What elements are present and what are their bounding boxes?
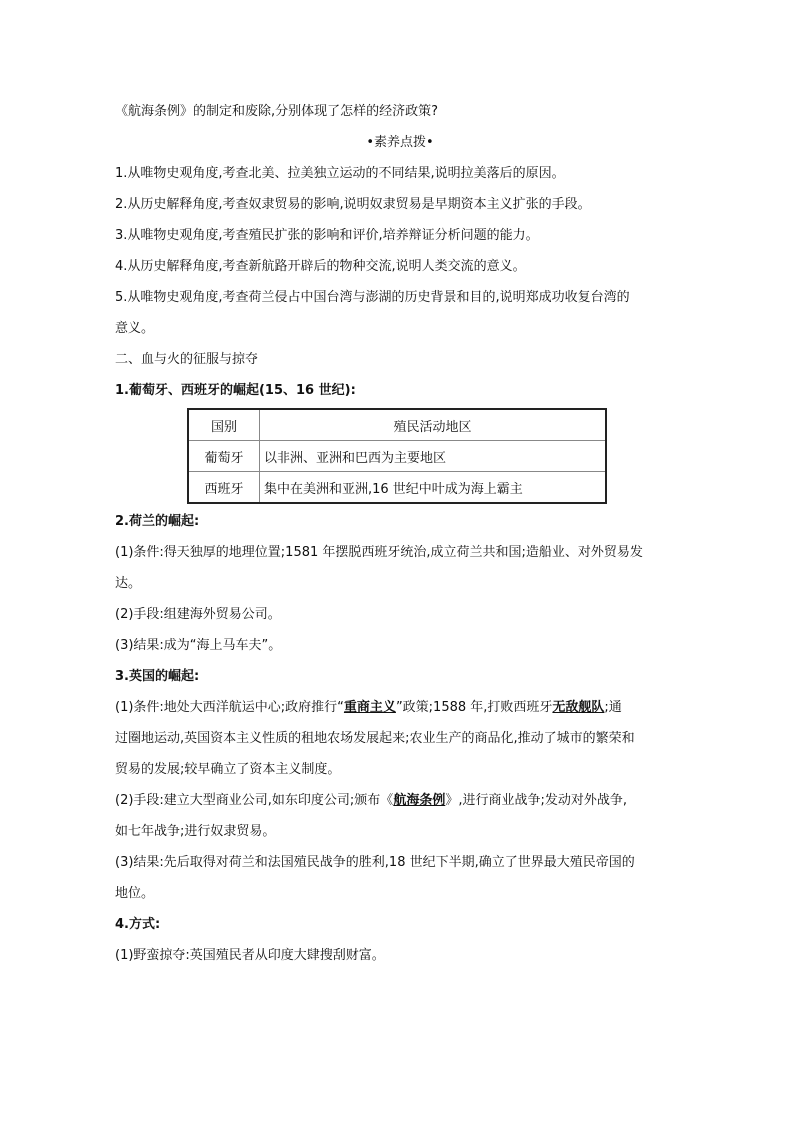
point-5-cont: 意义。 [115,321,155,336]
table-cell-country: 葡萄牙 [188,441,260,472]
s3-means [115,785,685,816]
point-3: 3.从唯物史观角度,考查殖民扩张的影响和评价,培养辩证分析问题的能力。 [115,228,539,243]
s3-condition-cont: 过圈地运动,英国资本主义性质的租地农场发展起来;农业生产的商品化,推动了城市的繁荣和 [115,731,635,746]
table-cell-region: 以非洲、亚洲和巴西为主要地区 [260,441,607,472]
point-2: 2.从历史解释角度,考查奴隶贸易的影响,说明奴隶贸易是早期资本主义扩张的手段。 [115,197,591,212]
s2-condition: (1)条件:得天独厚的地理位置;1581 年摆脱西班牙统治,成立荷兰共和国;造船业、对外贸易发 [115,545,643,560]
table-header-region: 殖民活动地区 [260,409,607,441]
table-header-row [188,409,606,441]
s2-result: (3)结果:成为“海上马车夫”。 [115,638,282,653]
s3-means-cont: 如七年战争;进行奴隶贸易。 [115,824,276,839]
s3-means-text: 》,进行商业战争;发动对外战争, [445,793,627,808]
s3-condition-text: (1)条件:地处大西洋航运中心;政府推行“ [115,700,344,715]
point-4: 4.从历史解释角度,考查新航路开辟后的物种交流,说明人类交流的意义。 [115,259,526,274]
s3-condition-cont: 贸易的发展;较早确立了资本主义制度。 [115,762,341,777]
keyword-armada: 无敌舰队 [552,700,605,715]
point-5: 5.从唯物史观角度,考查荷兰侵占中国台湾与澎湖的历史背景和目的,说明郑成功收复台湾的 [115,290,630,305]
s4-item-1: (1)野蛮掠夺:英国殖民者从印度大肆搜刮财富。 [115,948,385,963]
s3-condition-text: ;通 [604,700,622,715]
table-row [188,441,606,472]
intro-question: 《航海条例》的制定和废除,分别体现了怎样的经济政策? [115,104,439,119]
s3-title: 3.英国的崛起: [115,669,200,684]
part2-title: 二、血与火的征服与掠夺 [115,352,259,367]
table-row [188,472,606,504]
s4-title: 4.方式: [115,917,161,932]
s2-means: (2)手段:组建海外贸易公司。 [115,607,281,622]
s3-result-cont: 地位。 [115,886,155,901]
s3-means-text: (2)手段:建立大型商业公司,如东印度公司;颁布《 [115,793,394,808]
point-1: 1.从唯物史观角度,考查北美、拉美独立运动的不同结果,说明拉美落后的原因。 [115,166,565,181]
colony-table [187,408,607,504]
keyword-navigation-acts: 航海条例 [393,793,446,808]
s1-title: 1.葡萄牙、西班牙的崛起(15、16 世纪): [115,383,356,398]
s3-condition-text: ”政策;1588 年,打败西班牙 [395,700,553,715]
s3-condition [115,692,685,723]
section-heading: •素养点拨• [366,135,434,150]
s2-condition-cont: 达。 [115,576,142,591]
document-body [115,96,685,971]
s2-title: 2.荷兰的崛起: [115,514,200,529]
table-header-country: 国别 [188,409,260,441]
table-cell-country: 西班牙 [188,472,260,504]
s3-result: (3)结果:先后取得对荷兰和法国殖民战争的胜利,18 世纪下半期,确立了世界最大殖民帝国的 [115,855,635,870]
table-cell-region: 集中在美洲和亚洲,16 世纪中叶成为海上霸主 [260,472,607,504]
keyword-mercantilism: 重商主义 [343,700,396,715]
